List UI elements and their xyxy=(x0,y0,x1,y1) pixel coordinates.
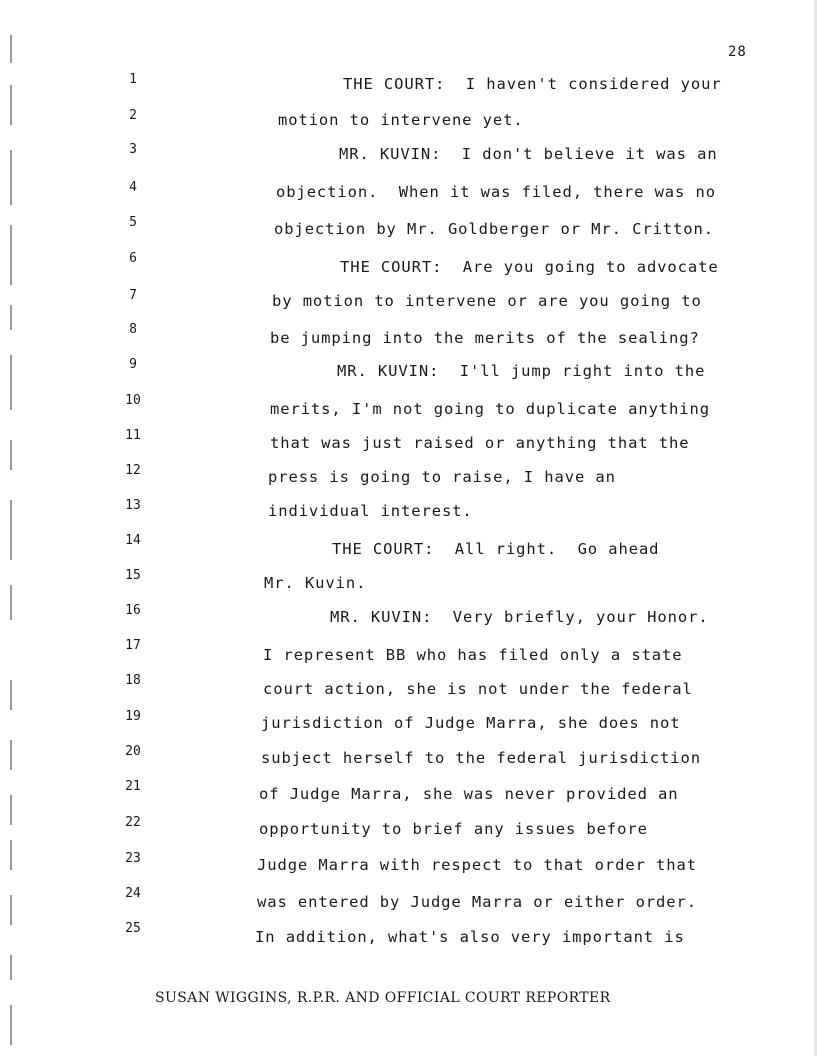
transcript-line: Judge Marra with respect to that order that xyxy=(257,856,697,874)
transcript-line: of Judge Marra, she was never provided an xyxy=(259,785,679,803)
transcript-line: motion to intervene yet. xyxy=(278,111,524,129)
binder-mark xyxy=(10,585,12,620)
transcript-line: subject herself to the federal jurisdiction xyxy=(261,749,701,767)
line-number: 11 xyxy=(125,428,141,443)
transcript-line: was entered by Judge Marra or either order. xyxy=(257,893,697,911)
binder-mark xyxy=(10,85,12,125)
line-number: 9 xyxy=(129,357,137,372)
line-number: 10 xyxy=(125,393,141,408)
transcript-line: be jumping into the merits of the sealing? xyxy=(270,329,700,347)
binder-mark xyxy=(10,305,12,330)
transcript-line: I represent BB who has filed only a state xyxy=(263,646,683,664)
binder-mark xyxy=(10,225,12,285)
line-number: 7 xyxy=(129,288,137,303)
binder-mark xyxy=(10,500,12,560)
transcript-line: objection by Mr. Goldberger or Mr. Critton. xyxy=(274,220,714,238)
transcript-line: THE COURT: I haven't considered your xyxy=(343,75,722,93)
line-number: 8 xyxy=(129,322,137,337)
line-number: 14 xyxy=(125,533,141,548)
transcript-line: jurisdiction of Judge Marra, she does not xyxy=(261,714,681,732)
transcript-line: that was just raised or anything that the xyxy=(270,434,690,452)
transcript-line: MR. KUVIN: Very briefly, your Honor. xyxy=(330,608,709,626)
binder-mark xyxy=(10,35,12,63)
transcript-line: THE COURT: Are you going to advocate xyxy=(340,258,719,276)
line-number: 3 xyxy=(129,142,137,157)
line-number: 1 xyxy=(129,72,137,87)
transcript-line: individual interest. xyxy=(268,502,473,520)
line-number: 6 xyxy=(129,251,137,266)
line-number: 21 xyxy=(125,779,141,794)
binder-mark xyxy=(10,840,12,870)
binder-mark xyxy=(10,440,12,470)
binder-mark xyxy=(10,895,12,925)
transcript-line: Mr. Kuvin. xyxy=(264,574,367,592)
line-number: 2 xyxy=(129,108,137,123)
line-number: 12 xyxy=(125,463,141,478)
page-number: 28 xyxy=(728,44,747,60)
binder-mark xyxy=(10,355,12,410)
transcript-line: opportunity to brief any issues before xyxy=(259,820,648,838)
transcript-line: MR. KUVIN: I don't believe it was an xyxy=(339,145,718,163)
binder-mark xyxy=(10,955,12,980)
line-number: 25 xyxy=(125,921,141,936)
transcript-line: merits, I'm not going to duplicate anything xyxy=(270,400,710,418)
binder-mark xyxy=(10,680,12,710)
transcript-line: by motion to intervene or are you going to xyxy=(272,292,702,310)
line-number: 23 xyxy=(125,851,141,866)
line-number: 16 xyxy=(125,603,141,618)
line-number: 19 xyxy=(125,709,141,724)
transcript-line: THE COURT: All right. Go ahead xyxy=(332,540,660,558)
line-number: 18 xyxy=(125,673,141,688)
binder-mark xyxy=(10,150,12,205)
binder-mark xyxy=(10,740,12,770)
reporter-footer: SUSAN WIGGINS, R.P.R. AND OFFICIAL COURT REPORTER xyxy=(155,990,611,1006)
line-number: 5 xyxy=(129,215,137,230)
line-number: 22 xyxy=(125,815,141,830)
transcript-line: In addition, what's also very important is xyxy=(255,928,685,946)
line-number: 24 xyxy=(125,886,141,901)
transcript-line: press is going to raise, I have an xyxy=(268,468,616,486)
line-number: 17 xyxy=(125,638,141,653)
binder-mark xyxy=(10,1005,12,1045)
binder-mark xyxy=(10,795,12,825)
line-number: 15 xyxy=(125,568,141,583)
line-number: 13 xyxy=(125,498,141,513)
transcript-line: objection. When it was filed, there was no xyxy=(276,183,716,201)
transcript-line: MR. KUVIN: I'll jump right into the xyxy=(337,362,706,380)
line-number: 20 xyxy=(125,744,141,759)
transcript-line: court action, she is not under the federal xyxy=(263,680,693,698)
line-number: 4 xyxy=(129,180,137,195)
